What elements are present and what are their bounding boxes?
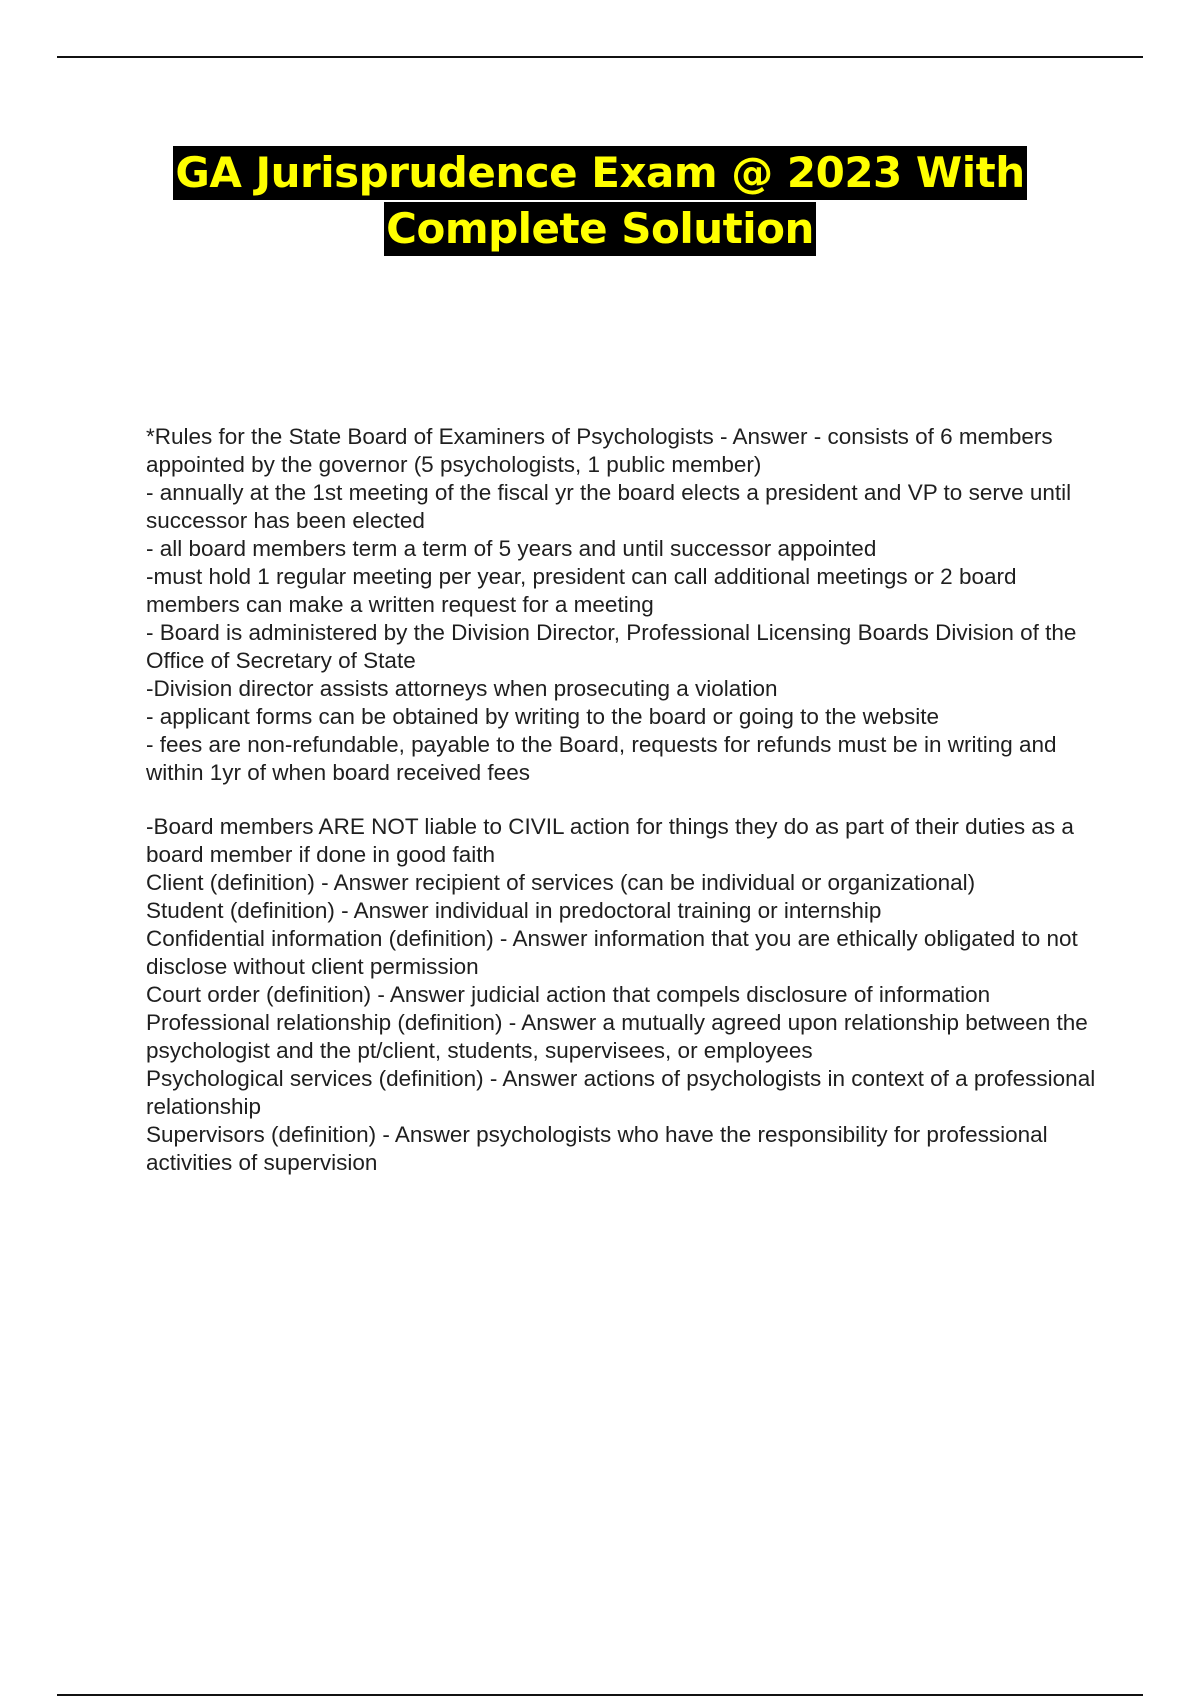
- definition-confidential-information: Confidential information (definition) - Answer information that you are ethically obligated to not disclose without client permission: [146, 926, 1078, 979]
- title-line-1: GA Jurisprudence Exam @ 2023 With: [173, 146, 1026, 200]
- document-body: [146, 423, 1096, 1177]
- rules-line: -must hold 1 regular meeting per year, president can call additional meetings or 2 board members can make a written request for a meeting: [146, 564, 1017, 617]
- definition-student: Student (definition) - Answer individual in predoctoral training or internship: [146, 898, 882, 923]
- rules-line: - fees are non-refundable, payable to the Board, requests for refunds must be in writing and within 1yr of when board received fees: [146, 732, 1057, 785]
- bottom-divider: [57, 1694, 1143, 1696]
- title-line-2: Complete Solution: [384, 202, 816, 256]
- rules-block: [146, 423, 1096, 787]
- definition-professional-relationship: Professional relationship (definition) - Answer a mutually agreed upon relationship between the psychologist and the pt/client, students, supervisees, or employees: [146, 1010, 1088, 1063]
- document-title: [0, 146, 1200, 256]
- rules-line: - annually at the 1st meeting of the fiscal yr the board elects a president and VP to serve until successor has been elected: [146, 480, 1072, 533]
- liability-paragraph: -Board members ARE NOT liable to CIVIL action for things they do as part of their duties as a board member if done in good faith: [146, 814, 1074, 867]
- definition-court-order: Court order (definition) - Answer judicial action that compels disclosure of information: [146, 982, 991, 1007]
- rules-line: -Division director assists attorneys when prosecuting a violation: [146, 676, 778, 701]
- rules-line: - applicant forms can be obtained by writing to the board or going to the website: [146, 704, 939, 729]
- definition-psychological-services: Psychological services (definition) - Answer actions of psychologists in context of a professional relationship: [146, 1066, 1096, 1119]
- definition-client: Client (definition) - Answer recipient of services (can be individual or organizational): [146, 870, 976, 895]
- definition-supervisors: Supervisors (definition) - Answer psychologists who have the responsibility for professional activities of supervision: [146, 1122, 1048, 1175]
- rules-line: - all board members term a term of 5 years and until successor appointed: [146, 536, 877, 561]
- rules-line: - Board is administered by the Division Director, Professional Licensing Boards Division of the Office of Secretary of State: [146, 620, 1077, 673]
- top-divider: [57, 56, 1143, 58]
- rules-line: *Rules for the State Board of Examiners of Psychologists - Answer - consists of 6 members appointed by the governor (5 psychologists, 1 public member): [146, 424, 1053, 477]
